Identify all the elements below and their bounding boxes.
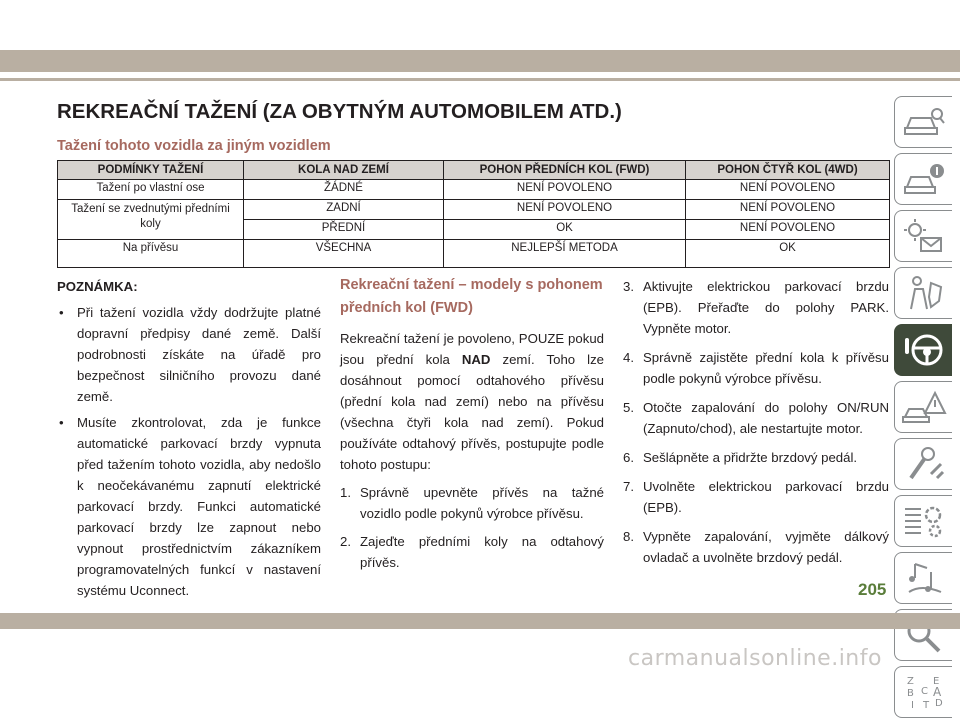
svg-text:B: B [906,688,914,699]
tab-specifications[interactable] [894,495,952,547]
gear-list-icon [901,501,947,541]
warning-car-icon [901,387,947,427]
step-number: 5. [623,400,634,415]
svg-text:Z: Z [906,676,914,687]
car-info-icon [901,159,947,199]
tab-emergency[interactable] [894,381,952,433]
tab-safety[interactable] [894,267,952,319]
tab-driving[interactable] [894,324,952,376]
note-bullet-text: Musíte zkontrolovat, zda je funkce automatické parkovací brzdy vypnuta před tažením tohoto vozidla, aby nedošlo k neočekávanému zapnutí elektrické parkovací brzdy. Funkci automatické parkovací brzdy lze zapnout nebo vypnout prostřednictvím zákazníkem programovatelných funkcí v nastavení systému Uconnect. [77,415,321,598]
table-cell: NEJLEPŠÍ METODA [444,240,686,268]
tab-car-search[interactable] [894,96,952,148]
step-item [623,397,889,439]
step-number: 4. [623,350,634,365]
table-cell: PŘEDNÍ [244,220,444,240]
fwd-intro [340,328,604,475]
table-cell: OK [444,220,686,240]
top-divider [0,78,960,81]
table-cell: NENÍ POVOLENO [444,200,686,220]
svg-text:E: E [932,676,939,687]
step-item [623,347,889,389]
step-number: 8. [623,529,634,544]
note-column [57,276,321,601]
dashboard-lights-icon [901,216,947,256]
tab-multimedia[interactable] [894,552,952,604]
step-item [623,276,889,339]
table-header: POHON ČTYŘ KOL (4WD) [686,161,890,180]
alphabet-index-icon [901,672,947,712]
table-cell: OK [686,240,890,268]
table-header-row [58,161,890,180]
step-item [623,526,889,568]
fwd-intro-text: Rekreační tažení je povoleno, POUZE pokud jsou přední kola [340,331,604,367]
step-text: Správně zajistěte přední kola k přívěsu podle pokynů výrobce přívěsu. [643,350,889,386]
svg-text:D: D [934,698,943,709]
step-number: 2. [340,534,351,549]
safety-icon [901,273,947,313]
tab-dashboard-lights[interactable] [894,210,952,262]
fwd-column [340,274,604,573]
step-text: Zajeďte předními koly na odtahový přívěs. [360,534,604,570]
step-text: Sešlápněte a přidržte brzdový pedál. [643,450,858,465]
step-number: 1. [340,485,351,500]
step-item [340,531,604,573]
steps-column [623,276,889,568]
step-text: Uvolněte elektrickou parkovací brzdu (EPB). [643,479,889,515]
step-text: Otočte zapalování do polohy ON/RUN (Zapnuto/chod), ale nestartujte motor. [643,400,889,436]
table-header: PODMÍNKY TAŽENÍ [58,161,244,180]
table-cell: VŠECHNA [244,240,444,268]
watermark: carmanualsonline.info [628,646,882,671]
note-bullet: • Při tažení vozidla vždy dodržujte platné dopravní předpisy dané země. Další podrobnosti získáte na úřadě pro bezpečnost silničního provozu dané země. [59,305,321,404]
svg-text:T: T [922,700,929,711]
table-cell: NENÍ POVOLENO [444,180,686,200]
step-item [623,476,889,518]
page-number: 205 [858,580,887,599]
table-row [58,200,890,220]
svg-text:C: C [920,686,928,697]
table-cell: ZADNÍ [244,200,444,220]
tab-maintenance[interactable] [894,438,952,490]
fwd-intro-emphasis: NAD [461,352,491,367]
step-text: Správně upevněte přívěs na tažné vozidlo podle pokynů výrobce přívěsu. [360,485,604,521]
table-header: KOLA NAD ZEMÍ [244,161,444,180]
table-header: POHON PŘEDNÍCH KOL (FWD) [444,161,686,180]
towing-table [57,160,890,268]
svg-text:A: A [932,685,941,699]
step-item [340,482,604,524]
note-bullet-text: Při tažení vozidla vždy dodržujte platné dopravní předpisy dané země. Další podrobnosti získáte na úřadě pro bezpečnost silničního provozu dané země. [77,305,321,404]
step-text: Vypněte zapalování, vyjměte dálkový ovladač a uvolněte brzdový pedál. [643,529,889,565]
step-number: 6. [623,450,634,465]
svg-text:I: I [910,700,914,711]
top-band [0,50,960,72]
step-text: Aktivujte elektrickou parkovací brzdu (EPB). Přeřaďte do polohy PARK. Vypněte motor. [643,279,889,336]
fwd-intro-text: zemí. Toho lze dosáhnout pomocí odtahového přívěsu (přední kola nad zemí) nebo na přívěsu (všechna čtyři kola nad zemí). Pokud používáte odtahový přívěs, postupujte podle tohoto postupu: [340,352,604,472]
table-row [58,180,890,200]
steering-wheel-icon [901,330,947,370]
bottom-band [0,613,960,629]
table-cell: NENÍ POVOLENO [686,180,890,200]
fwd-section-title: Rekreační tažení – modely s pohonem předních kol (FWD) [340,277,603,316]
wrench-icon [901,444,947,484]
multimedia-icon [901,558,947,598]
note-heading: POZNÁMKA: [57,279,138,294]
table-cell: Tažení se zvednutými předními koly [58,200,244,240]
table-cell: NENÍ POVOLENO [686,220,890,240]
tab-index[interactable] [894,666,952,718]
table-cell: Na přívěsu [58,240,244,268]
car-search-icon [901,102,947,142]
note-bullet: • Musíte zkontrolovat, zda je funkce automatické parkovací brzdy vypnuta před tažením tohoto vozidla, aby nedošlo k neočekávanému zapnutí elektrické parkovací brzdy. Funkci automatické parkovací brzdy lze zapnout nebo vypnout prostřednictvím zákazníkem programovatelných funkcí v nastavení systému Uconnect. [59,415,321,598]
step-number: 3. [623,279,634,294]
section-subtitle: Tažení tohoto vozidla za jiným vozidlem [57,138,331,154]
step-item [623,447,889,468]
table-cell: ŽÁDNÉ [244,180,444,200]
table-row [58,240,890,268]
table-cell: Tažení po vlastní ose [58,180,244,200]
step-number: 7. [623,479,634,494]
page-title: REKREAČNÍ TAŽENÍ (ZA OBYTNÝM AUTOMOBILEM ATD.) [57,100,622,123]
tab-car-info[interactable] [894,153,952,205]
table-cell: NENÍ POVOLENO [686,200,890,220]
